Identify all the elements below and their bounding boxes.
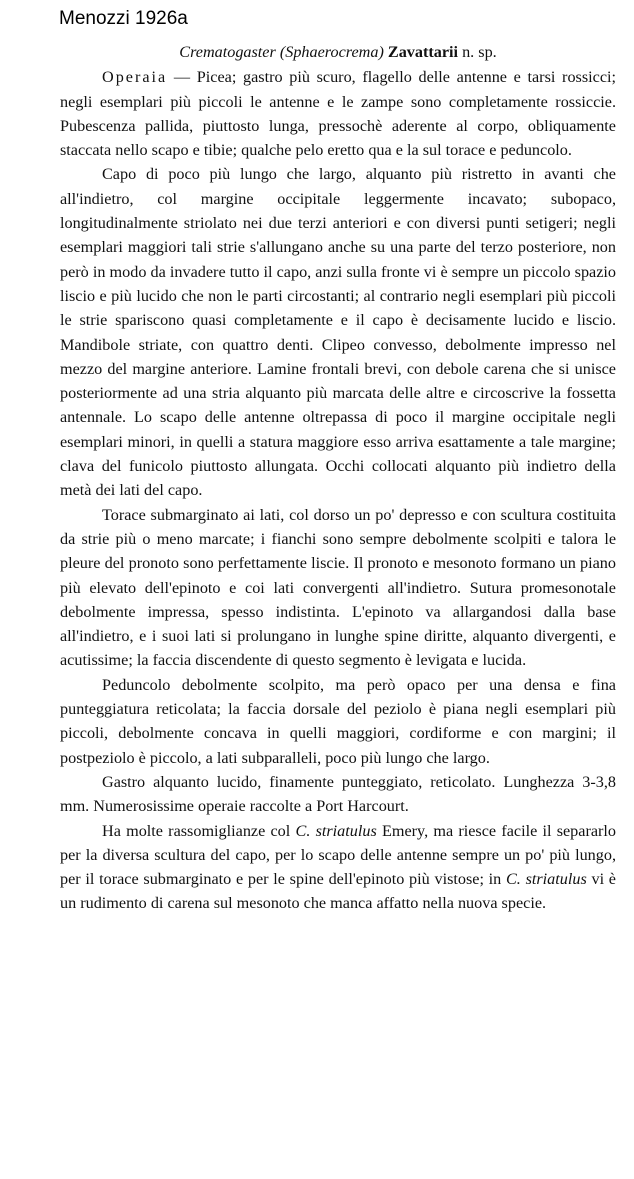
species-name: Zavattarii: [387, 43, 459, 61]
paragraph-peduncle: Peduncolo debolmente scolpito, ma però opaco per una densa e fina punteggiatura reticolata; la faccia dorsale del peziolo è piana negli esemplari più piccoli, debolmente concava in quelli maggiori, cordiforme e con margini; il postpeziolo è piccolo, a lati subparalleli, poco più lungo che largo.: [60, 675, 616, 767]
paragraph-head: Capo di poco più lungo che largo, alquanto più ristretto in avanti che all'indietro, col margine occipitale leggermente incavato; subopaco, longitudinalmente striolato nei due terzi anteriori e con diversi punti setigeri; negli esemplari maggiori tali strie s'allungano anche su una parte del terzo posteriore, non però in modo da invadere tutto il capo, anzi sulla fronte vi è sempre un piccolo spazio liscio e più lucido che non le parti circostanti; al contrario negli esemplari più piccoli le strie spariscono quasi completamente e il capo è decisamente lucido e liscio. Mandibole striate, con quattro denti. Clipeo convesso, debolmente impresso nel mezzo del margine anteriore. Lamine frontali brevi, con debole carena che si unisce posteriormente ad una stria alquanto più marcata delle altre e circoscrive la fossetta antennale. Lo scapo delle antenne oltrepassa di poco il margine occipitale negli esemplari minori, in quelli a statura maggiore esso arriva esattamente a tale margine; clava del funicolo piuttosto allungata. Occhi collocati alquanto più indietro della metà dei lati del capo.: [60, 165, 616, 500]
genus-name: Crematogaster: [179, 43, 276, 61]
text-run: Ha molte rassomiglianze col: [102, 821, 296, 840]
paragraph-text: — Picea; gastro più scuro, flagello delle antenne e tarsi rossicci; negli esemplari più piccoli le antenne e le zampe sono completamente rossiccie. Pubescenza pallida, piuttosto lunga, pressochè aderente al corpo, obliquamente staccata nello scapo e tibie; qualche pelo eretto qua e la sul torace e peduncolo.: [60, 68, 616, 160]
caste-label: Operaia: [102, 68, 168, 87]
paragraph-worker-description: [60, 65, 616, 162]
page-header-label: Menozzi 1926a: [59, 8, 188, 29]
paragraph-gaster: Gastro alquanto lucido, finamente punteggiato, reticolato. Lunghezza 3-3,8 mm. Numerosissime operaie raccolte a Port Harcourt.: [60, 772, 616, 816]
paragraph-thorax: Torace submarginato ai lati, col dorso un po' depresso e con scultura costituita da strie più o meno marcate; i fianchi sono sempre debolmente scolpiti e talora le pleure del pronoto sono perfettamente liscie. Il pronoto e mesonoto formano un piano più elevato dell'epinoto e coi lati convergenti all'indietro. Sutura promesonotale debolmente impressa, spesso indistinta. L'epinoto va allargandosi dalla base all'indietro, e i suoi lati si prolungano in lunghe spine diritte, alquanto divergenti, e acutissime; la faccia discendente di questo segmento è levigata e lucida.: [60, 505, 616, 670]
document-body: [60, 40, 616, 916]
text-run: Emery, ma riesce facile il separarlo per la diversa scultura del capo, per lo scapo delle antenne sempre un po' più lungo, per il torace submarginato e per le spine dell'epinoto più vistose; in: [60, 821, 617, 889]
species-title: [60, 40, 616, 64]
new-species-mark: n. sp.: [462, 43, 497, 61]
text-run: vi è un rudimento di carena sul mesonoto che manca affatto nella nuova specie.: [60, 870, 616, 913]
taxon-name: C. striatulus: [506, 870, 587, 889]
paragraph-comparison: [60, 819, 616, 916]
taxon-name: C. striatulus: [295, 821, 377, 840]
subgenus-name: (Sphaerocrema): [279, 43, 384, 61]
